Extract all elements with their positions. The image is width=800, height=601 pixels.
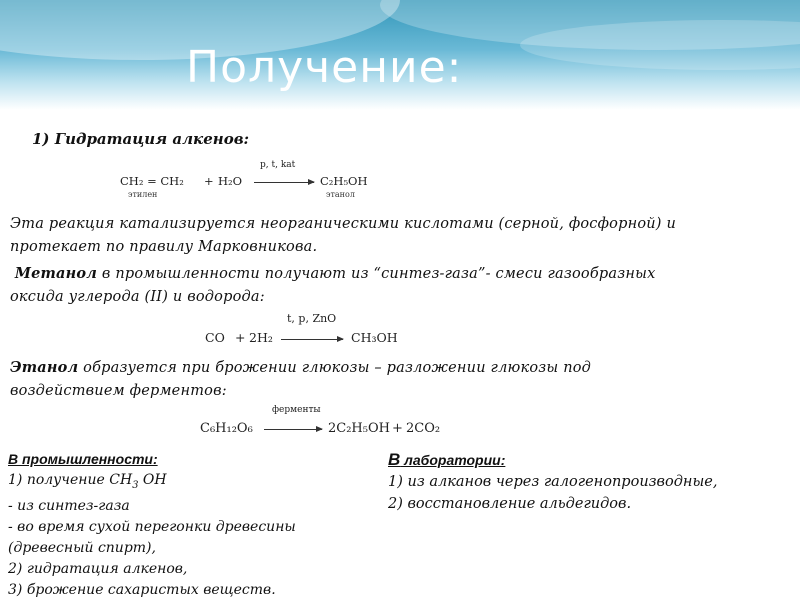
list-item: 2) гидратация алкенов, [8,561,188,577]
reaction-arrow [264,429,322,430]
ethanol-term: Этанол [10,359,79,376]
paragraph-line [10,262,780,286]
industry-section [8,449,368,601]
methanol-paragraph [10,262,780,309]
list-item: 3) брожение сахаристых веществ. [8,582,276,598]
product-methanol: CH₃OH [351,330,398,345]
label-ethylene: этилен [128,190,158,199]
laboratory-section [388,449,788,515]
list-item: - из синтез-газа [8,498,130,514]
ethanol-paragraph [10,356,780,403]
methanol-term: Метанол [14,265,98,282]
reaction-conditions: ферменты [272,405,321,415]
label-ethanol: этанол [326,190,355,199]
list-item: - во время сухой перегонки древесины [8,519,296,535]
plus-sign: + [235,330,246,345]
reaction-arrow [281,339,343,340]
list-item: 2) восстановление альдегидов. [388,496,632,512]
hydration-paragraph [10,213,780,259]
laboratory-heading: В лаборатории: [388,450,506,469]
hydration-heading: 1) Гидратация алкенов: [32,130,250,148]
product-ethanol: 2C₂H₅OH [328,421,390,436]
methanol-equation [205,312,405,348]
reactant-co: CO [205,330,225,345]
list-item: (древесный спирт), [8,540,156,556]
header-banner [0,0,800,110]
hydration-equation [120,160,400,202]
plus-sign: + [392,421,403,436]
list-item: 1) получение $CH_3$ OH [8,472,167,491]
ethanol-equation [200,405,460,443]
reactant-water: H₂O [218,174,243,188]
reaction-conditions: p, t, kat [260,160,296,170]
product-co2: 2CO₂ [406,421,441,436]
paragraph-text: в промышленности получают из “синтез-газа”- смеси газообразных [97,266,656,282]
paragraph-line: оксида углерода (II) и водорода: [10,289,265,305]
paragraph-line: Эта реакция катализируется неорганическими кислотами (серной, фосфорной) и [10,216,677,232]
reaction-arrow [254,182,314,183]
list-item: 1) из алканов через галогенопроизводные, [388,474,718,490]
paragraph-line [10,356,780,380]
reaction-conditions: t, p, ZnO [287,312,337,325]
plus-sign: + [204,174,214,188]
paragraph-text: образуется при брожении глюкозы – разложении глюкозы под [78,360,592,376]
industry-heading: В промышленности: [8,451,158,467]
paragraph-line: протекает по правилу Марковникова. [10,239,318,255]
reactant-ethylene: CH₂ = CH₂ [120,174,184,188]
slide-title: Получение: [186,42,463,93]
reactant-glucose: C₆H₁₂O₆ [200,421,253,436]
paragraph-line: воздействием ферментов: [10,383,227,399]
product-ethanol: C₂H₅OH [320,174,368,188]
reactant-hydrogen: 2H₂ [249,330,273,345]
